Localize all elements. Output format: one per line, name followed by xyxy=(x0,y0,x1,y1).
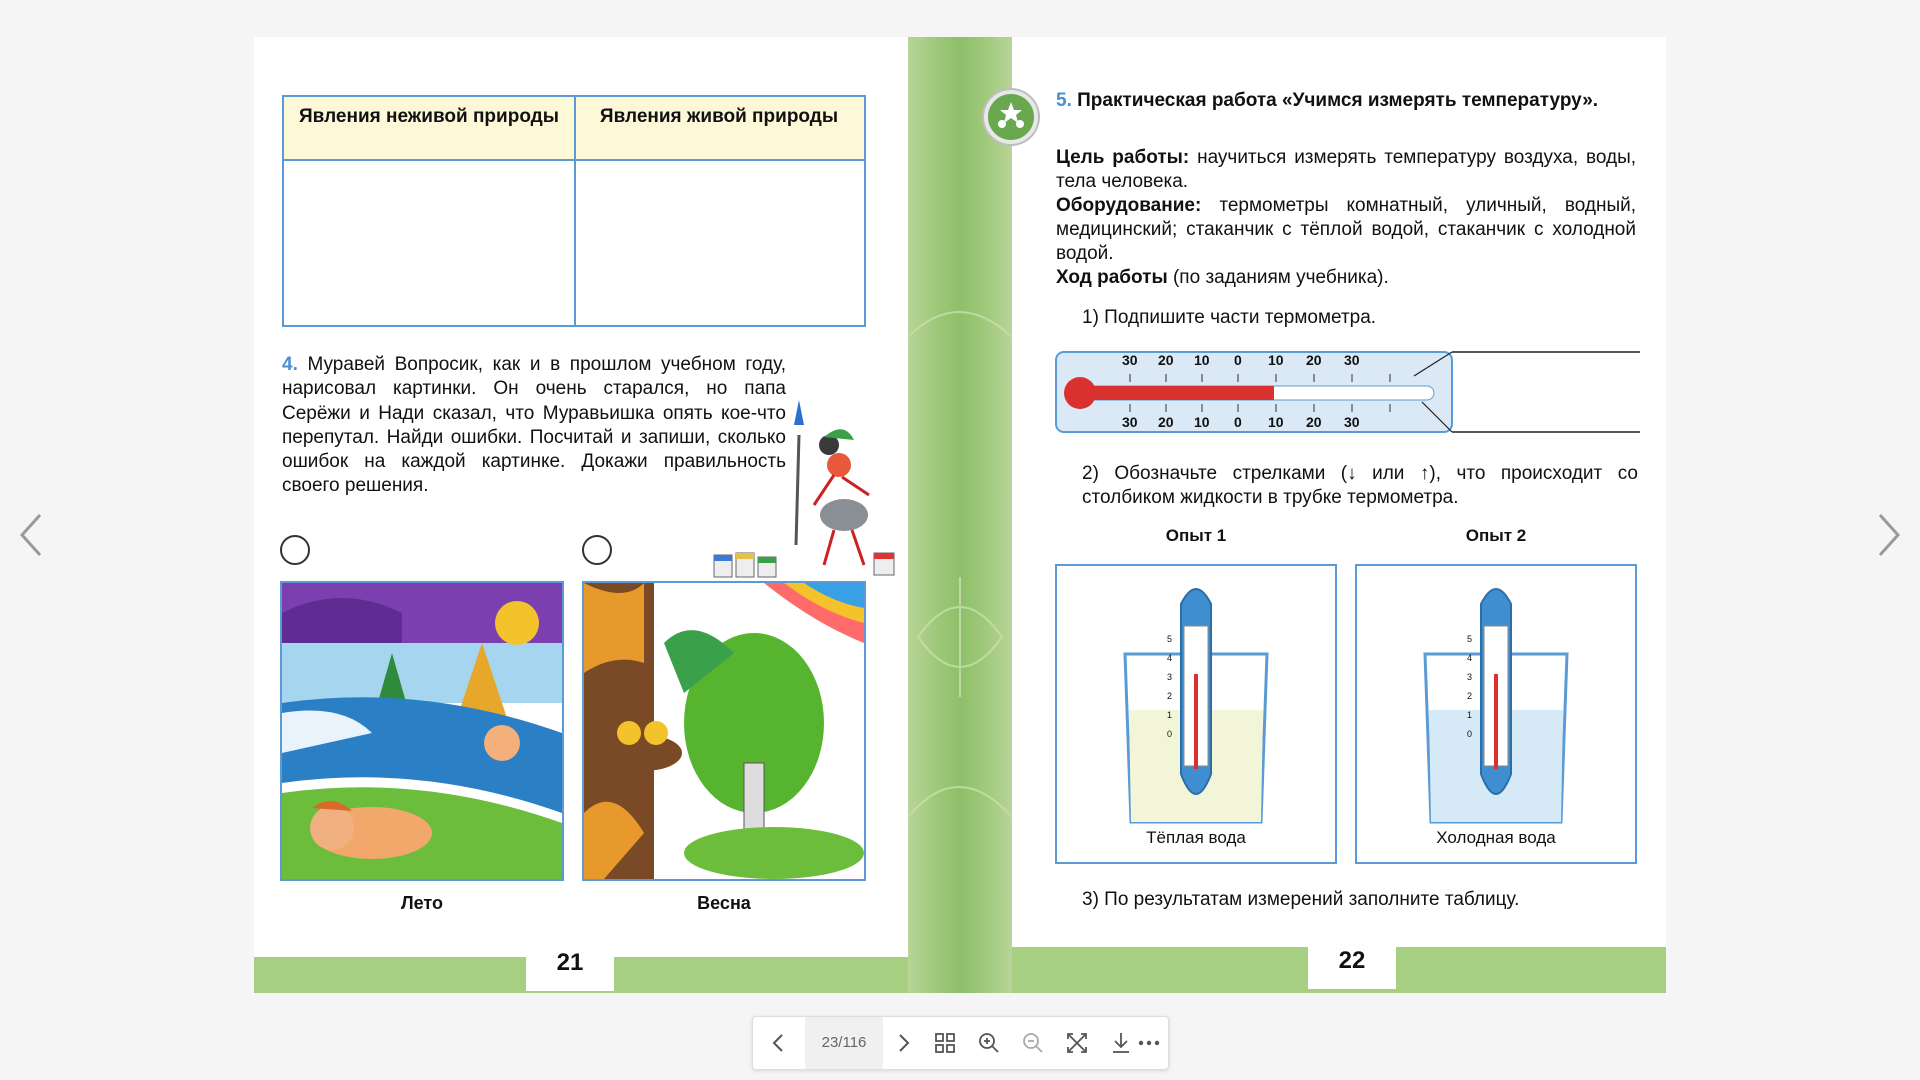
answer-circle-spring[interactable] xyxy=(582,535,612,565)
left-page xyxy=(254,37,908,976)
scale-label: 0 xyxy=(1234,352,1242,368)
next-page-arrow[interactable] xyxy=(1868,505,1908,565)
water-scale-label: 2 xyxy=(1167,691,1173,701)
warm-water-caption: Тёплая вода xyxy=(1146,828,1246,847)
cold-water-beaker xyxy=(1421,574,1571,824)
step-1-text: 1) Подпишите части термометра. xyxy=(1082,307,1377,328)
fullscreen-icon[interactable] xyxy=(1059,1025,1095,1061)
caption-summer: Лето xyxy=(401,893,443,913)
book-gutter xyxy=(908,37,1012,993)
experiment-2-title: Опыт 2 xyxy=(1465,526,1527,545)
step-3-text: 3) По результатам измерений заполните таблицу. xyxy=(1082,889,1520,910)
water-scale-label: 3 xyxy=(1467,672,1473,682)
scale-label: 30 xyxy=(1344,352,1360,368)
scale-label: 10 xyxy=(1194,414,1210,430)
grid-view-icon[interactable] xyxy=(927,1025,963,1061)
experiment-1-box xyxy=(1055,564,1337,864)
water-scale-label: 4 xyxy=(1167,653,1173,663)
task-5-heading xyxy=(1056,89,1636,113)
water-scale-label: 0 xyxy=(1167,729,1173,739)
table-header-nonliving: Явления неживой природы xyxy=(299,106,559,127)
goal-label: Цель работы: xyxy=(1056,147,1190,168)
scale-label: 30 xyxy=(1344,414,1360,430)
caption-spring: Весна xyxy=(697,893,751,913)
next-page-button[interactable] xyxy=(885,1025,921,1061)
table-divider xyxy=(574,97,576,325)
thermometer-scale-bottom xyxy=(1122,414,1422,436)
summer-picture xyxy=(280,581,564,881)
experiment-1-title: Опыт 1 xyxy=(1165,526,1227,545)
step-2-text: 2) Обозначьте стрелками (↓ или ↑), что происходит со столбиком жидкости в трубке термометра. xyxy=(1082,463,1638,508)
water-scale-label: 3 xyxy=(1167,672,1173,682)
task-4-number: 4. xyxy=(282,354,298,375)
procedure-text: (по заданиям учебника). xyxy=(1172,267,1389,288)
viewer-toolbar xyxy=(752,1016,1169,1070)
zoom-out-icon[interactable] xyxy=(1015,1025,1051,1061)
warm-thermometer-scale xyxy=(1167,630,1187,744)
page-indicator[interactable]: 23/116 xyxy=(805,1017,883,1069)
task-5-number: 5. xyxy=(1056,90,1072,111)
ant-painter-illustration xyxy=(684,395,904,595)
cold-water-caption: Холодная вода xyxy=(1436,828,1556,847)
zoom-in-icon[interactable] xyxy=(971,1025,1007,1061)
spring-picture xyxy=(582,581,866,881)
water-scale-label: 2 xyxy=(1467,691,1473,701)
equipment-label: Оборудование: xyxy=(1056,195,1202,216)
warm-water-beaker xyxy=(1121,574,1271,824)
water-scale-label: 5 xyxy=(1467,634,1473,644)
more-options-icon[interactable] xyxy=(1131,1025,1165,1061)
water-scale-label: 5 xyxy=(1167,634,1173,644)
practical-work-badge-icon xyxy=(984,90,1038,144)
scale-label: 20 xyxy=(1306,352,1322,368)
task-4-body: Муравей Вопросик, как и в прошлом учебном году, нарисовал картинки. Он очень старался, но папа Серёжи и Нади сказал, что Муравьишка опять кое-что перепутал. Найди ошибки. Посчитай и запиши, сколько ошибок на каждой картинке. Докажи правильность своего решения. xyxy=(282,354,786,497)
scale-label: 10 xyxy=(1268,414,1284,430)
scale-label: 10 xyxy=(1268,352,1284,368)
scale-label: 30 xyxy=(1122,352,1138,368)
page-number-right: 22 xyxy=(1308,933,1396,989)
procedure-paragraph xyxy=(1056,266,1636,290)
task-5-title: Практическая работа «Учимся измерять температуру». xyxy=(1077,90,1599,111)
goal-paragraph xyxy=(1056,146,1636,194)
scale-label: 30 xyxy=(1122,414,1138,430)
equipment-paragraph xyxy=(1056,194,1636,266)
prev-page-button[interactable] xyxy=(761,1025,797,1061)
answer-circle-summer[interactable] xyxy=(280,535,310,565)
table-header-living: Явления живой природы xyxy=(599,106,839,127)
page-number-left: 21 xyxy=(526,935,614,991)
thermometer-scale-top xyxy=(1122,352,1422,374)
scale-label: 20 xyxy=(1158,352,1174,368)
nature-phenomena-table xyxy=(282,95,866,327)
cold-thermometer-scale xyxy=(1467,630,1487,744)
equipment-text: термометры комнатный, уличный, водный, медицинский; стаканчик с тёплой водой, стаканчик с холодной водой. xyxy=(1056,195,1636,264)
experiment-2-box xyxy=(1355,564,1637,864)
water-scale-label: 1 xyxy=(1167,710,1173,720)
scale-label: 20 xyxy=(1158,414,1174,430)
water-scale-label: 0 xyxy=(1467,729,1473,739)
scale-label: 0 xyxy=(1234,414,1242,430)
procedure-label: Ход работы xyxy=(1056,267,1168,288)
water-scale-label: 1 xyxy=(1467,710,1473,720)
goal-text: научиться измерять температуру воздуха, воды, тела человека. xyxy=(1056,147,1637,192)
scale-label: 10 xyxy=(1194,352,1210,368)
scale-label: 20 xyxy=(1306,414,1322,430)
water-scale-label: 4 xyxy=(1467,653,1473,663)
previous-page-arrow[interactable] xyxy=(12,505,52,565)
